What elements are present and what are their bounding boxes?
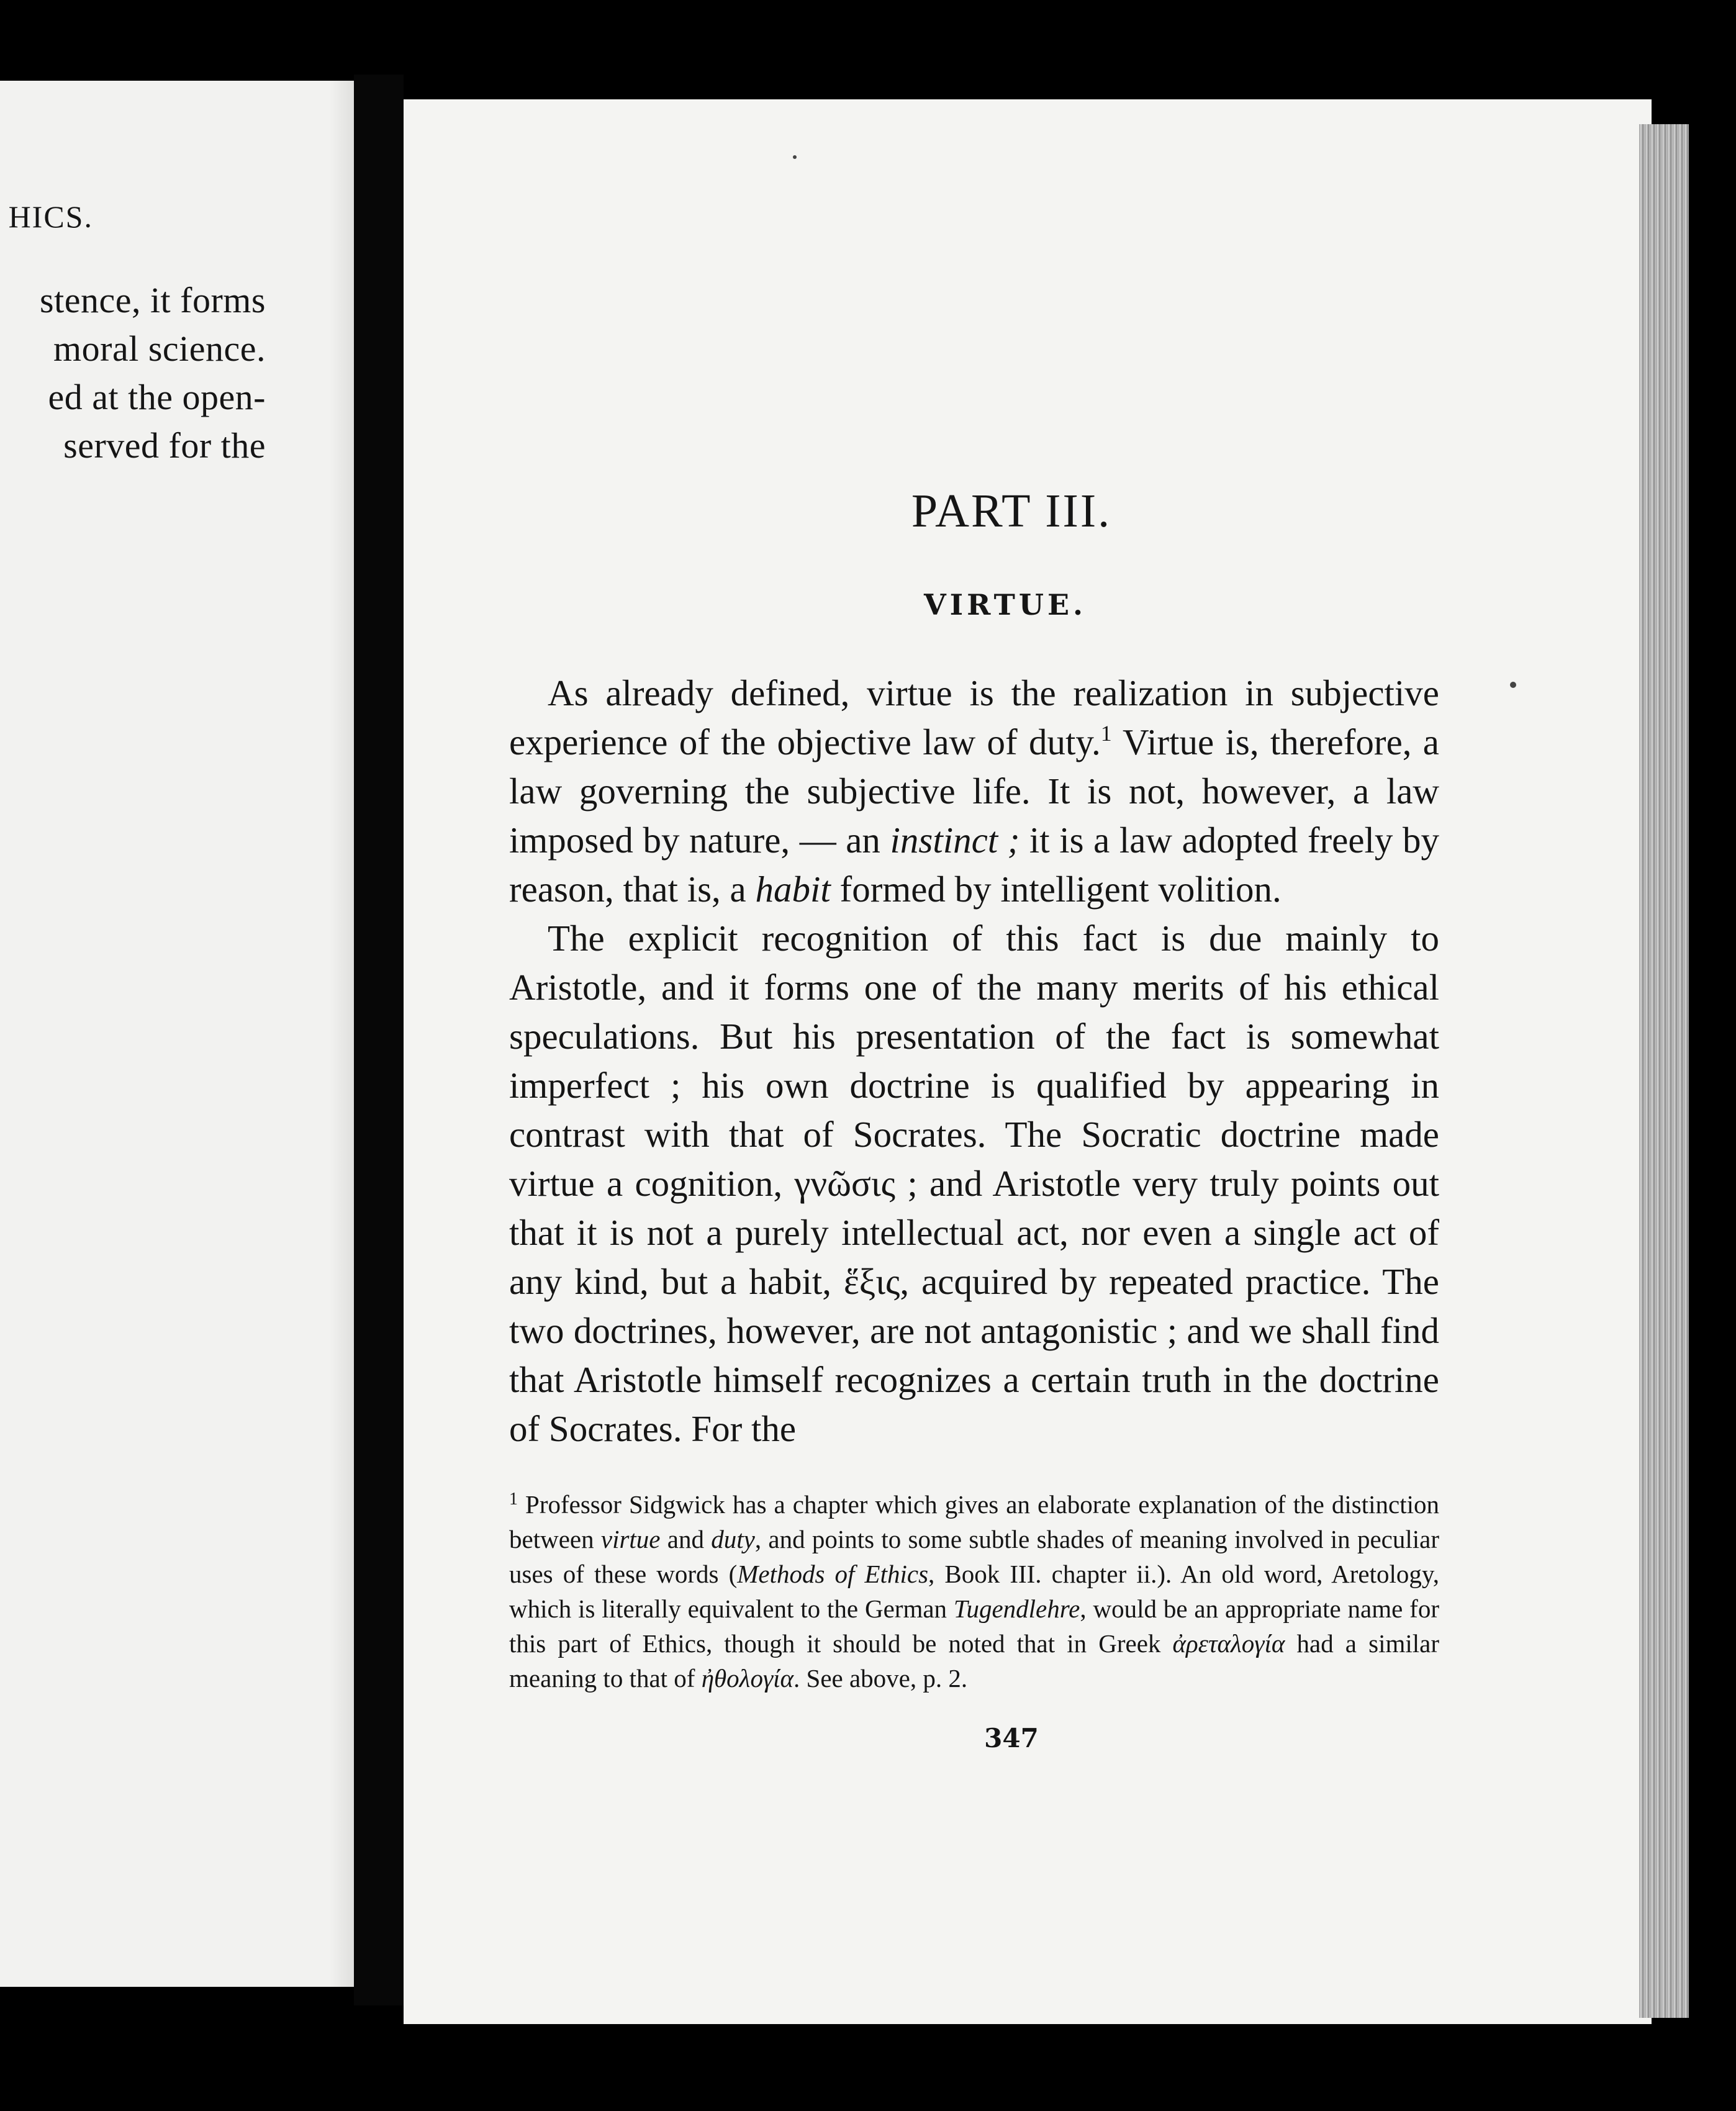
fn-text-a: Professor Sidgwick has a chapter which gives an elaborate explanation of the distinction between — [509, 1490, 1439, 1553]
footnote-ref: 1 — [1100, 721, 1112, 746]
p1-text-a: As already defined, virtue is the realization in subjective experience of the objective law of duty. — [509, 672, 1439, 762]
left-line-3: ed at the open- — [48, 377, 266, 417]
paragraph-1 — [509, 669, 1439, 914]
p1-instinct: instinct ; — [890, 820, 1020, 861]
fn-duty: duty — [711, 1525, 755, 1553]
left-line-4: served for the — [63, 425, 266, 466]
fn-text-c: , and points to some subtle shades of meaning involved in peculiar uses of these words ( — [509, 1525, 1439, 1588]
speck-mark — [1510, 682, 1516, 688]
fn-text-d: , Book III. chapter ii.). An old word, Aretology, which is literally equivalent to the German — [509, 1560, 1439, 1623]
book-gutter — [354, 75, 404, 2005]
part-title: PART III. — [911, 485, 1112, 537]
p1-text-d: formed by intelligent volition. — [830, 869, 1282, 910]
footnote-mark: 1 — [509, 1489, 518, 1509]
fn-greek-1: ἀρεταλογία — [1172, 1629, 1285, 1658]
footnote — [509, 1487, 1439, 1696]
fn-methods: Methods of Ethics — [737, 1560, 929, 1588]
footnote-text — [509, 1487, 1439, 1696]
fn-text-e: , would be an appropriate name for this part of Ethics, though it should be noted that in Greek — [509, 1594, 1439, 1658]
paragraph-2: The explicit recognition of this fact is due mainly to Aristotle, and it forms one of the many merits of his ethical speculations. But his presentation of the fact is somewhat imperfect ; his own doctrine is qualified by appearing in contrast with that of Socrates. The Socratic doctrine made virtue a cognition, γνῶσις ; and Aristotle very truly points out that it is not a purely intellectual act, nor even a single act of any kind, but a habit, ἕξις, acquired by repeated practice. The two doctrines, however, are not antagonistic ; and we shall find that Aristotle himself recognizes a certain truth in the doctrine of Socrates. For the — [509, 918, 1439, 1449]
p1-text-c: it is a law adopted freely by reason, that is, a — [509, 820, 1439, 910]
left-page — [0, 81, 354, 1987]
page-edges — [1639, 124, 1689, 2018]
left-running-head: HICS. — [8, 199, 93, 234]
fn-text-b: and — [660, 1525, 712, 1553]
speck-mark-2 — [793, 155, 797, 159]
body-text — [509, 669, 1439, 1453]
fn-text-g: . See above, p. 2. — [793, 1664, 968, 1693]
fn-text-f: had a similar meaning to that of — [509, 1629, 1439, 1693]
page-content — [509, 484, 1439, 1753]
p1-text-b: Virtue is, therefore, a law governing the subjective life. It is not, however, a law imposed by nature, — an — [509, 721, 1439, 861]
fn-greek-2: ἠθολογία — [701, 1664, 794, 1693]
p1-habit: habit — [755, 869, 831, 910]
page-number: 347 — [984, 1723, 1039, 1753]
left-page-shadow — [329, 81, 354, 1987]
fn-virtue: virtue — [600, 1525, 661, 1553]
section-title: VIRTUE. — [923, 588, 1087, 622]
fn-tugendlehre: Tugendlehre — [953, 1594, 1080, 1623]
left-line-2: moral science. — [53, 328, 266, 369]
left-line-1: stence, it forms — [40, 280, 266, 320]
